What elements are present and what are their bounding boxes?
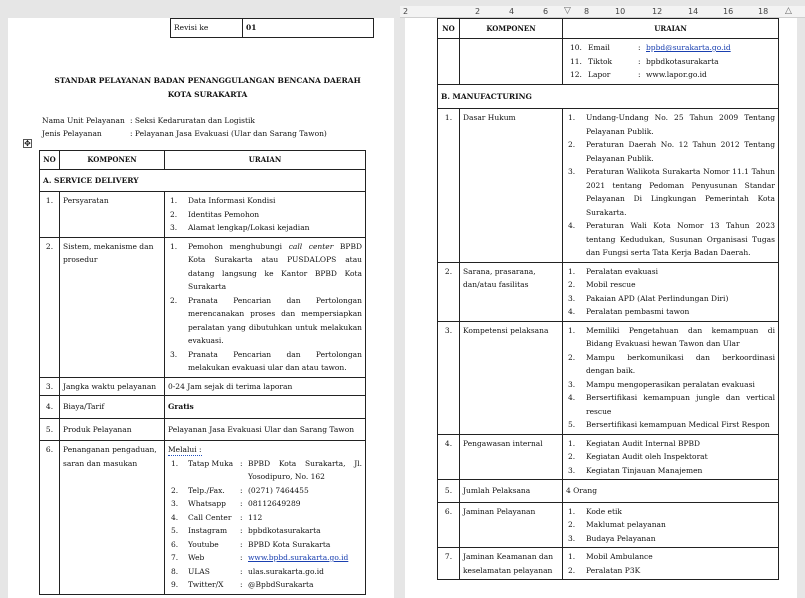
service-table bbox=[39, 150, 366, 595]
list-item: 3. Kegiatan Tinjauan Manajemen bbox=[568, 465, 703, 475]
row-komponen: Sistem, mekanisme dan prosedur bbox=[60, 237, 165, 377]
header-komponen: KOMPONEN bbox=[460, 19, 563, 39]
contact-row: 3. Whatsapp : 08112649289 bbox=[171, 499, 301, 508]
contact-row: 9. Twitter/X : @BpbdSurakarta bbox=[171, 580, 314, 589]
header-uraian: URAIAN bbox=[165, 151, 366, 170]
row-number: 1. bbox=[438, 109, 460, 263]
list-item: 1. Undang-Undang No. 25 Tahun 2009 Tentang Pelayanan Publik. bbox=[568, 113, 775, 136]
row-number: 4. bbox=[438, 434, 460, 480]
header-no: NO bbox=[40, 151, 60, 170]
unit-label: Nama Unit Pelayanan bbox=[42, 116, 125, 125]
service-info bbox=[42, 114, 327, 140]
list-item: 2. Pranata Pencarian dan Pertolongan merencanakan proses dan mempersiapkan peralatan yang dibutuhkan untuk melakukan evakuasi. bbox=[170, 295, 362, 345]
list-item: 1. Mobil Ambulance bbox=[568, 552, 653, 561]
row-komponen: Biaya/Tarif bbox=[60, 396, 165, 419]
row-uraian: Pelayanan Jasa Evakuasi Ular dan Sarang Tawon bbox=[165, 418, 366, 441]
row-number: 2. bbox=[40, 237, 60, 377]
table-row bbox=[438, 262, 779, 321]
row-komponen: Persyaratan bbox=[60, 192, 165, 238]
service-table-continued bbox=[437, 18, 779, 580]
row-komponen: Produk Pelayanan bbox=[60, 418, 165, 441]
list-item: 1. Pemohon menghubungi call center BPBD Kota Surakarta atau PUSDALOPS atau datang langsung ke Kantor BPBD Kota Surakarta bbox=[170, 241, 362, 291]
ruler-number: 10 bbox=[615, 7, 626, 16]
row-uraian: Gratis bbox=[165, 396, 366, 419]
row-komponen: Pengawasan internal bbox=[460, 434, 563, 480]
list-item: 2. Mampu berkomunikasi dan berkoordinasi dengan baik. bbox=[568, 352, 775, 375]
table-row bbox=[438, 480, 779, 503]
contact-row: 2. Telp./Fax. : (0271) 7464455 bbox=[171, 485, 309, 495]
contact-row: 5. Instagram : bpbdkotasurakarta bbox=[171, 526, 321, 535]
row-number: 5. bbox=[438, 480, 460, 503]
section-a: A. SERVICE DELIVERY bbox=[40, 169, 366, 192]
list-item: 1. Memiliki Pengetahuan dan kemampuan di Bidang Evakuasi hewan Tawon dan Ular bbox=[568, 325, 775, 348]
row-komponen: Jaminan Pelayanan bbox=[460, 502, 563, 548]
ruler-number: 18 bbox=[758, 7, 769, 16]
contact-row: 11. Tiktok : bpbdkotasurakarta bbox=[570, 56, 719, 66]
ruler-number: 14 bbox=[688, 7, 699, 16]
list-item: 5. Bersertifikasi kemampuan Medical First Respon bbox=[568, 420, 770, 429]
row-number: 3. bbox=[438, 321, 460, 434]
row-number: 2. bbox=[438, 262, 460, 321]
table-move-handle-icon[interactable]: ✥ bbox=[24, 139, 31, 148]
table-row bbox=[40, 418, 366, 441]
list-item: 4. Bersertifikasi kemampuan jungle dan vertical rescue bbox=[568, 393, 775, 416]
revision-value: 01 bbox=[243, 19, 374, 38]
list-item: 4. Peralatan pembasmi tawon bbox=[568, 307, 690, 316]
list-item: 3. Pakaian APD (Alat Perlindungan Diri) bbox=[568, 293, 729, 303]
contact-row: 1. Tatap Muka : BPBD Kota Surakarta, Jl. Yosodipuro, No. 162 bbox=[171, 458, 362, 481]
horizontal-ruler[interactable] bbox=[400, 6, 805, 18]
row-number: 3. bbox=[40, 377, 60, 396]
list-item: 2. Kegiatan Audit oleh Inspektorat bbox=[568, 452, 708, 461]
unit-value: : Seksi Kedaruratan dan Logistik bbox=[130, 116, 255, 125]
row-komponen: Jaminan Keamanan dan keselamatan pelayanan bbox=[460, 548, 563, 580]
contact-row: 6. Youtube : BPBD Kota Surakarta bbox=[171, 539, 331, 549]
list-item: 3. Peraturan Walikota Surakarta Nomor 11.1 Tahun 2021 tentang Pedoman Penyusunan Standar Pelayanan Di Lingkungan Pemerintah Kota Surakarta. bbox=[568, 167, 775, 217]
list-item: 2. Peralatan P3K bbox=[568, 565, 641, 575]
row-komponen: Sarana, prasarana, dan/atau fasilitas bbox=[460, 262, 563, 321]
row-komponen: Dasar Hukum bbox=[460, 109, 563, 263]
section-b: B. MANUFACTURING bbox=[438, 84, 779, 109]
row-number: 6. bbox=[438, 502, 460, 548]
table-row bbox=[438, 548, 779, 580]
list-item: 1. Kode etik bbox=[568, 506, 622, 516]
table-row bbox=[438, 502, 779, 548]
jenis-label: Jenis Pelayanan bbox=[42, 129, 102, 138]
row-uraian: 4 Orang bbox=[563, 480, 779, 503]
document-page-right bbox=[405, 18, 797, 598]
contact-list bbox=[566, 41, 775, 82]
table-row bbox=[438, 321, 779, 434]
contacts-intro: Melalui : bbox=[168, 445, 202, 454]
row-komponen: Jangka waktu pelayanan bbox=[60, 377, 165, 396]
ruler-number: 2 bbox=[475, 7, 481, 16]
list-item: 2. Mobil rescue bbox=[568, 280, 636, 289]
row-number: 6. bbox=[40, 441, 60, 595]
row-komponen: Jumlah Pelaksana bbox=[460, 480, 563, 503]
table-row bbox=[438, 434, 779, 480]
revision-label: Revisi ke bbox=[171, 19, 243, 38]
row-number: 7. bbox=[438, 548, 460, 580]
header-komponen: KOMPONEN bbox=[60, 151, 165, 170]
contact-list bbox=[168, 457, 362, 592]
list-item: 4. Peraturan Wali Kota Nomor 13 Tahun 2023 tentang Kedudukan, Susunan Organisasi Tugas dan Fungsi serta Tata Kerja Badan Daerah. bbox=[568, 221, 775, 257]
contact-row: 8. ULAS : ulas.surakarta.go.id bbox=[171, 566, 324, 576]
contact-row: 4. Call Center : 112 bbox=[171, 512, 263, 522]
row-komponen: Penanganan pengaduan, saran dan masukan bbox=[60, 441, 165, 595]
contact-row: 7. Web : www.bpbd.surakarta.go.id bbox=[171, 553, 349, 562]
document-title: STANDAR PELAYANAN BADAN PENANGGULANGAN BENCANA DAERAH KOTA SURAKARTA bbox=[54, 76, 361, 99]
table-row bbox=[438, 109, 779, 263]
contact-row: 12. Lapor : www.lapor.go.id bbox=[570, 70, 707, 79]
row-number: 4. bbox=[40, 396, 60, 419]
row-komponen: Kompetensi pelaksana bbox=[460, 321, 563, 434]
row-number: 1. bbox=[40, 192, 60, 238]
right-indent-marker-icon[interactable]: △ bbox=[785, 6, 792, 16]
table-row bbox=[40, 192, 366, 238]
list-item: 3. Budaya Pelayanan bbox=[568, 533, 656, 543]
table-row bbox=[438, 39, 779, 85]
ruler-number: 8 bbox=[584, 7, 590, 16]
ruler-number: 6 bbox=[543, 7, 549, 16]
contact-row: 10. Email : bpbd@surakarta.go.id bbox=[570, 43, 731, 52]
jenis-value: : Pelayanan Jasa Evakuasi (Ular dan Sarang Tawon) bbox=[130, 129, 327, 138]
list-item: 3. Alamat lengkap/Lokasi kejadian bbox=[170, 223, 310, 232]
list-item: 2. Identitas Pemohon bbox=[170, 209, 260, 219]
email-link[interactable]: bpbd@surakarta.go.id bbox=[646, 43, 731, 52]
ruler-number: 2 bbox=[403, 7, 409, 16]
ruler-number: 12 bbox=[652, 7, 663, 16]
list-item: 2. Peraturan Daerah No. 12 Tahun 2012 Tentang Pelayanan Publik. bbox=[568, 140, 775, 163]
row-number: 5. bbox=[40, 418, 60, 441]
header-no: NO bbox=[438, 19, 460, 39]
revision-table bbox=[170, 18, 374, 38]
list-item: 2. Maklumat pelayanan bbox=[568, 520, 666, 529]
list-item: 1. Data Informasi Kondisi bbox=[170, 196, 276, 205]
list-item: 3. Pranata Pencarian dan Pertolongan melakukan evakuasi ular dan atau tawon. bbox=[170, 349, 362, 372]
table-row bbox=[40, 377, 366, 396]
table-row bbox=[40, 237, 366, 377]
document-page-left bbox=[8, 18, 394, 598]
row-uraian: 0-24 Jam sejak di terima laporan bbox=[165, 377, 366, 396]
indent-marker-icon[interactable]: ▽ bbox=[564, 6, 571, 16]
list-item: 1. Kegiatan Audit Internal BPBD bbox=[568, 438, 701, 448]
list-item: 3. Mampu mengoperasikan peralatan evakuasi bbox=[568, 379, 755, 389]
list-item: 1. Peralatan evakuasi bbox=[568, 266, 659, 276]
ruler-number: 4 bbox=[509, 7, 515, 16]
table-row bbox=[40, 396, 366, 419]
header-uraian: URAIAN bbox=[563, 19, 779, 39]
table-row bbox=[40, 441, 366, 595]
ruler-number: 16 bbox=[723, 7, 734, 16]
web-link[interactable]: www.bpbd.surakarta.go.id bbox=[248, 553, 349, 562]
